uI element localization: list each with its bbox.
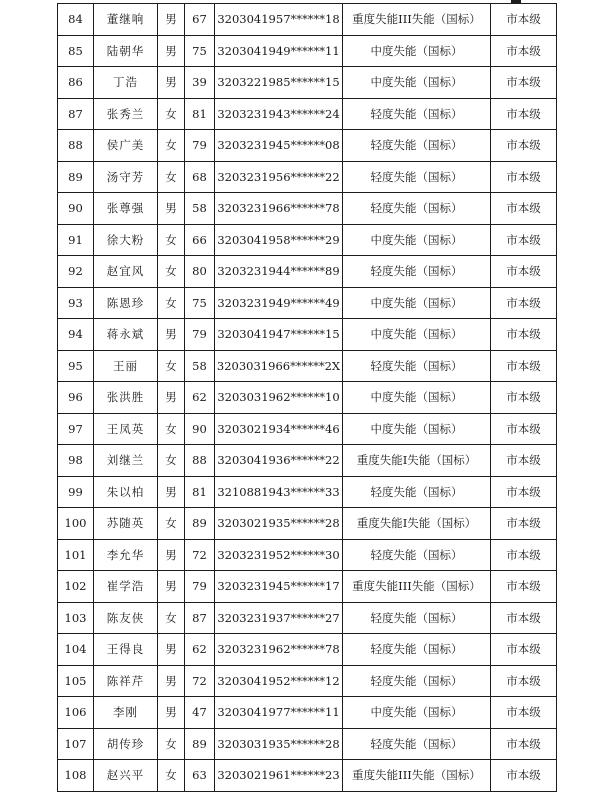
row-number-cell: 102 (58, 571, 94, 603)
id-number-cell: 3203021934******46 (215, 413, 343, 445)
age-cell: 79 (185, 571, 215, 603)
age-cell: 75 (185, 287, 215, 319)
id-number-cell: 3203041947******15 (215, 319, 343, 351)
table-row (58, 476, 557, 508)
table-row (58, 256, 557, 288)
row-number-cell: 101 (58, 539, 94, 571)
person-name-cell: 陈友侠 (94, 602, 158, 634)
jurisdiction-cell: 市本级 (491, 4, 557, 36)
age-cell: 63 (185, 760, 215, 792)
sex-cell: 女 (158, 130, 185, 162)
person-name-cell: 崔学浩 (94, 571, 158, 603)
jurisdiction-cell: 市本级 (491, 67, 557, 99)
person-name-cell: 张洪胜 (94, 382, 158, 414)
age-cell: 88 (185, 445, 215, 477)
sex-cell: 女 (158, 256, 185, 288)
jurisdiction-cell: 市本级 (491, 319, 557, 351)
row-number-cell: 84 (58, 4, 94, 36)
sex-cell: 女 (158, 728, 185, 760)
person-name-cell: 徐大粉 (94, 224, 158, 256)
row-number-cell: 90 (58, 193, 94, 225)
sex-cell: 女 (158, 98, 185, 130)
sex-cell: 男 (158, 697, 185, 729)
row-number-cell: 106 (58, 697, 94, 729)
disability-level-cell: 轻度失能（国标） (343, 539, 491, 571)
jurisdiction-cell: 市本级 (491, 476, 557, 508)
table-row (58, 319, 557, 351)
disability-level-cell: 中度失能（国标） (343, 382, 491, 414)
id-number-cell: 3203231962******78 (215, 634, 343, 666)
person-name-cell: 张秀兰 (94, 98, 158, 130)
table-row (58, 4, 557, 36)
jurisdiction-cell: 市本级 (491, 193, 557, 225)
jurisdiction-cell: 市本级 (491, 161, 557, 193)
person-name-cell: 陈祥芹 (94, 665, 158, 697)
person-name-cell: 赵宜风 (94, 256, 158, 288)
table-row (58, 130, 557, 162)
row-number-cell: 95 (58, 350, 94, 382)
table-row (58, 350, 557, 382)
sex-cell: 女 (158, 287, 185, 319)
row-number-cell: 87 (58, 98, 94, 130)
id-number-cell: 3203031935******28 (215, 728, 343, 760)
row-number-cell: 86 (58, 67, 94, 99)
disability-level-cell: 重度失能Ⅰ失能（国标） (343, 508, 491, 540)
person-name-cell: 董继响 (94, 4, 158, 36)
id-number-cell: 3203231956******22 (215, 161, 343, 193)
table-row (58, 98, 557, 130)
person-name-cell: 赵兴平 (94, 760, 158, 792)
disability-level-cell: 中度失能（国标） (343, 67, 491, 99)
row-number-cell: 108 (58, 760, 94, 792)
disability-level-cell: 轻度失能（国标） (343, 634, 491, 666)
id-number-cell: 3203231945******08 (215, 130, 343, 162)
id-number-cell: 3203031966******2X (215, 350, 343, 382)
sex-cell: 男 (158, 319, 185, 351)
age-cell: 75 (185, 35, 215, 67)
row-number-cell: 107 (58, 728, 94, 760)
age-cell: 79 (185, 130, 215, 162)
disability-level-cell: 轻度失能（国标） (343, 130, 491, 162)
person-name-cell: 苏随英 (94, 508, 158, 540)
jurisdiction-cell: 市本级 (491, 98, 557, 130)
table-row (58, 665, 557, 697)
table-row (58, 35, 557, 67)
jurisdiction-cell: 市本级 (491, 665, 557, 697)
table-row (58, 224, 557, 256)
sex-cell: 女 (158, 350, 185, 382)
person-name-cell: 丁浩 (94, 67, 158, 99)
table-row (58, 634, 557, 666)
table-row (58, 508, 557, 540)
disability-level-cell: 轻度失能（国标） (343, 350, 491, 382)
roster-body (58, 4, 557, 792)
disability-level-cell: 轻度失能（国标） (343, 665, 491, 697)
sex-cell: 女 (158, 602, 185, 634)
age-cell: 58 (185, 193, 215, 225)
table-row (58, 193, 557, 225)
person-name-cell: 蒋永斌 (94, 319, 158, 351)
row-number-cell: 104 (58, 634, 94, 666)
table-row (58, 539, 557, 571)
sex-cell: 女 (158, 224, 185, 256)
jurisdiction-cell: 市本级 (491, 130, 557, 162)
id-number-cell: 3203231949******49 (215, 287, 343, 319)
table-row (58, 728, 557, 760)
id-number-cell: 3203231952******30 (215, 539, 343, 571)
table-row (58, 413, 557, 445)
person-name-cell: 王得良 (94, 634, 158, 666)
table-row (58, 287, 557, 319)
disability-level-cell: 中度失能（国标） (343, 287, 491, 319)
row-number-cell: 92 (58, 256, 94, 288)
disability-roster-table (57, 3, 557, 792)
row-number-cell: 93 (58, 287, 94, 319)
jurisdiction-cell: 市本级 (491, 413, 557, 445)
disability-level-cell: 轻度失能（国标） (343, 161, 491, 193)
sex-cell: 男 (158, 35, 185, 67)
disability-level-cell: 轻度失能（国标） (343, 728, 491, 760)
table-row (58, 445, 557, 477)
sex-cell: 男 (158, 4, 185, 36)
row-number-cell: 99 (58, 476, 94, 508)
row-number-cell: 98 (58, 445, 94, 477)
age-cell: 87 (185, 602, 215, 634)
age-cell: 58 (185, 350, 215, 382)
row-number-cell: 91 (58, 224, 94, 256)
person-name-cell: 刘继兰 (94, 445, 158, 477)
id-number-cell: 3203231937******27 (215, 602, 343, 634)
row-number-cell: 85 (58, 35, 94, 67)
row-number-cell: 96 (58, 382, 94, 414)
person-name-cell: 李允华 (94, 539, 158, 571)
sex-cell: 女 (158, 161, 185, 193)
age-cell: 79 (185, 319, 215, 351)
age-cell: 67 (185, 4, 215, 36)
table-row (58, 602, 557, 634)
age-cell: 72 (185, 665, 215, 697)
row-number-cell: 105 (58, 665, 94, 697)
person-name-cell: 李刚 (94, 697, 158, 729)
disability-level-cell: 中度失能（国标） (343, 413, 491, 445)
age-cell: 39 (185, 67, 215, 99)
table-row (58, 161, 557, 193)
jurisdiction-cell: 市本级 (491, 697, 557, 729)
sex-cell: 男 (158, 476, 185, 508)
age-cell: 62 (185, 634, 215, 666)
disability-level-cell: 轻度失能（国标） (343, 256, 491, 288)
age-cell: 81 (185, 98, 215, 130)
id-number-cell: 3203031962******10 (215, 382, 343, 414)
row-number-cell: 88 (58, 130, 94, 162)
person-name-cell: 汤守芳 (94, 161, 158, 193)
person-name-cell: 陆朝华 (94, 35, 158, 67)
id-number-cell: 3203041936******22 (215, 445, 343, 477)
jurisdiction-cell: 市本级 (491, 256, 557, 288)
sex-cell: 男 (158, 571, 185, 603)
sex-cell: 男 (158, 67, 185, 99)
row-number-cell: 97 (58, 413, 94, 445)
id-number-cell: 3203221985******15 (215, 67, 343, 99)
sex-cell: 女 (158, 508, 185, 540)
table-row (58, 697, 557, 729)
disability-level-cell: 重度失能III失能（国标） (343, 4, 491, 36)
age-cell: 89 (185, 508, 215, 540)
jurisdiction-cell: 市本级 (491, 571, 557, 603)
age-cell: 90 (185, 413, 215, 445)
jurisdiction-cell: 市本级 (491, 224, 557, 256)
id-number-cell: 3210881943******33 (215, 476, 343, 508)
row-number-cell: 103 (58, 602, 94, 634)
age-cell: 47 (185, 697, 215, 729)
disability-level-cell: 中度失能（国标） (343, 319, 491, 351)
disability-level-cell: 轻度失能（国标） (343, 602, 491, 634)
person-name-cell: 朱以柏 (94, 476, 158, 508)
person-name-cell: 王丽 (94, 350, 158, 382)
age-cell: 72 (185, 539, 215, 571)
age-cell: 68 (185, 161, 215, 193)
id-number-cell: 3203041977******11 (215, 697, 343, 729)
disability-level-cell: 中度失能（国标） (343, 224, 491, 256)
id-number-cell: 3203231966******78 (215, 193, 343, 225)
person-name-cell: 陈恩珍 (94, 287, 158, 319)
id-number-cell: 3203021935******28 (215, 508, 343, 540)
disability-level-cell: 重度失能III失能（国标） (343, 760, 491, 792)
sex-cell: 男 (158, 634, 185, 666)
jurisdiction-cell: 市本级 (491, 760, 557, 792)
person-name-cell: 张尊强 (94, 193, 158, 225)
age-cell: 80 (185, 256, 215, 288)
id-number-cell: 3203231945******17 (215, 571, 343, 603)
sex-cell: 女 (158, 445, 185, 477)
id-number-cell: 3203041958******29 (215, 224, 343, 256)
disability-level-cell: 中度失能（国标） (343, 697, 491, 729)
row-number-cell: 94 (58, 319, 94, 351)
jurisdiction-cell: 市本级 (491, 508, 557, 540)
disability-level-cell: 轻度失能（国标） (343, 98, 491, 130)
sex-cell: 男 (158, 382, 185, 414)
person-name-cell: 胡传珍 (94, 728, 158, 760)
table-row (58, 760, 557, 792)
disability-level-cell: 重度失能Ⅰ失能（国标） (343, 445, 491, 477)
id-number-cell: 3203231943******24 (215, 98, 343, 130)
person-name-cell: 王凤英 (94, 413, 158, 445)
row-number-cell: 89 (58, 161, 94, 193)
disability-level-cell: 重度失能III失能（国标） (343, 571, 491, 603)
id-number-cell: 3203231944******89 (215, 256, 343, 288)
age-cell: 66 (185, 224, 215, 256)
row-number-cell: 100 (58, 508, 94, 540)
id-number-cell: 3203041952******12 (215, 665, 343, 697)
jurisdiction-cell: 市本级 (491, 728, 557, 760)
jurisdiction-cell: 市本级 (491, 287, 557, 319)
id-number-cell: 3203041949******11 (215, 35, 343, 67)
jurisdiction-cell: 市本级 (491, 634, 557, 666)
table-row (58, 382, 557, 414)
disability-level-cell: 轻度失能（国标） (343, 193, 491, 225)
sex-cell: 男 (158, 665, 185, 697)
table-row (58, 571, 557, 603)
id-number-cell: 3203041957******18 (215, 4, 343, 36)
jurisdiction-cell: 市本级 (491, 602, 557, 634)
sex-cell: 男 (158, 539, 185, 571)
sex-cell: 男 (158, 193, 185, 225)
sex-cell: 女 (158, 413, 185, 445)
person-name-cell: 侯广美 (94, 130, 158, 162)
id-number-cell: 3203021961******23 (215, 760, 343, 792)
jurisdiction-cell: 市本级 (491, 445, 557, 477)
jurisdiction-cell: 市本级 (491, 539, 557, 571)
disability-level-cell: 中度失能（国标） (343, 35, 491, 67)
age-cell: 62 (185, 382, 215, 414)
sex-cell: 女 (158, 760, 185, 792)
disability-level-cell: 轻度失能（国标） (343, 476, 491, 508)
jurisdiction-cell: 市本级 (491, 35, 557, 67)
age-cell: 89 (185, 728, 215, 760)
table-row (58, 67, 557, 99)
jurisdiction-cell: 市本级 (491, 350, 557, 382)
jurisdiction-cell: 市本级 (491, 382, 557, 414)
age-cell: 81 (185, 476, 215, 508)
